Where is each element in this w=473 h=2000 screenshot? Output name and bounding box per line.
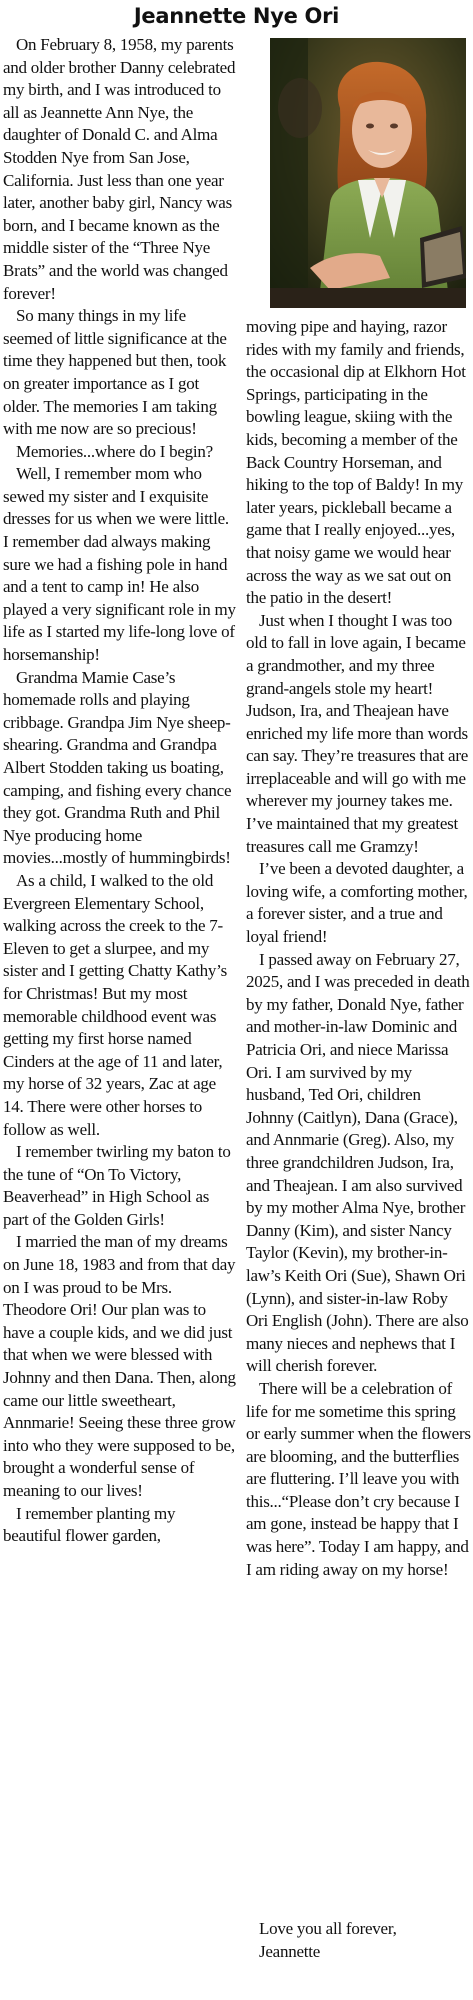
obituary-title: Jeannette Nye Ori <box>133 4 340 28</box>
signoff-line: Love you all forever, <box>259 1919 397 1938</box>
right-column <box>246 316 472 1581</box>
signoff-name: Jeannette <box>259 1941 320 1961</box>
paragraph-childhood: As a child, I walked to the old Evergreen Elementary School, walking across the creek to the 7-Eleven to get a slurpee, and my sister and I getting Chatty Kathy’s for Christmas! But my most memorable childhood event was getting my first horse named Cinders at the age of 11 and later, my horse of 32 years, Zac at age 14. There were other horses to follow as well. <box>3 870 228 1139</box>
paragraph-grandparents: Grandma Mamie Case’s homemade rolls and playing cribbage. Grandpa Jim Nye sheep-shearing. Grandma and Grandpa Albert Stodden taking us boating, camping, and fishing every chance they got. Grandma Ruth and Phil Nye producing home movies...mostly of hummingbirds! <box>3 667 232 868</box>
paragraph-birth: On February 8, 1958, my parents and older brother Danny celebrated my birth, and I was introduced to all as Jeannette Ann Nye, the daughter of Donald C. and Alma Stodden Nye from San Jose, California. Just less than one year later, another baby girl, Nancy was born, and I became known as the middle sister of the “Three Nye Brats” and the world was changed forever! <box>3 35 236 303</box>
paragraph-devotion: I’ve been a devoted daughter, a loving wife, a comforting mother, a forever sister, and a true and loyal friend! <box>246 859 468 947</box>
paragraph-parents: Well, I remember mom who sewed my sister and I exquisite dresses for us when we were little. I remember dad always making sure we had a fishing pole in hand and a tent to camp in! He also played a very significant role in my life as I started my life-long love of horsemanship! <box>3 464 236 665</box>
portrait-photo-icon <box>270 38 466 308</box>
signoff-block <box>246 1918 472 1963</box>
paragraph-marriage: I married the man of my dreams on June 18, 1983 and from that day on I was proud to be Mrs. Theodore Ori! Our plan was to have a couple kids, and we did just that when we were blessed with Johnny and then Dana. Then, along came our little sweetheart, Annmarie! Seeing these three grow into who they were supposed to be, brought a wonderful sense of meaning to our lives! <box>3 1232 236 1500</box>
paragraph-activities: moving pipe and haying, razor rides with my family and friends, the occasional dip at Elkhorn Hot Springs, participating in the bowling league, skiing with the kids, becoming a member of the Back Country Horseman, and hiking to the top of Baldy! In my later years, pickleball became a game that I really enjoyed...yes, that noisy game we would hear across the way as we sat out on the patio in the desert! <box>246 317 466 608</box>
paragraph-baton: I remember twirling my baton to the tune of “On To Victory, Beaverhead” in High School as part of the Golden Girls! <box>3 1142 231 1229</box>
paragraph-grandchildren: Just when I thought I was too old to fall in love again, I became a grandmother, and my three grand-angels stole my heart! Judson, Ira, and Theajean have enriched my life more than words can say. They’re treasures that are irreplaceable and will go with me wherever my journey takes me. I’ve maintained that my greatest treasures call me Gramzy! <box>246 610 469 856</box>
paragraph-garden-start: I remember planting my beautiful flower garden, <box>3 1503 176 1546</box>
paragraph-significance: So many things in my life seemed of little significance at the time they happened but then, took on greater importance as I got older. The memories I am taking with me now are so precious! <box>3 306 227 439</box>
paragraph-celebration: There will be a celebration of life for me sometime this spring or early summer when the flowers are blooming, and the butterflies are fluttering. I’ll leave you with this...“Please don’t cry because I am gone, instead be happy that I was here”. Today I am happy, and I am riding away on my horse! <box>246 1378 471 1579</box>
paragraph-memories: Memories...where do I begin? <box>16 441 213 461</box>
left-column <box>3 34 237 1548</box>
paragraph-survivors: I passed away on February 27, 2025, and I was preceded in death by my father, Donald Nye, father and mother-in-law Dominic and Patricia Ori, and niece Marissa Ori. I am survived by my husband, Ted Ori, children Johnny (Caitlyn), Dana (Grace), and Annmarie (Greg). Also, my three grandchildren Judson, Ira, and Theajean. I am also survived by my mother Alma Nye, brother Danny (Kim), and sister Nancy Taylor (Kevin), my brother-in-law’s Keith Ori (Sue), Shawn Ori (Lynn), and sister-in-law Roby Ori English (John). There are also many nieces and nephews that I will cherish forever. <box>246 949 470 1376</box>
portrait-photo <box>270 38 466 308</box>
